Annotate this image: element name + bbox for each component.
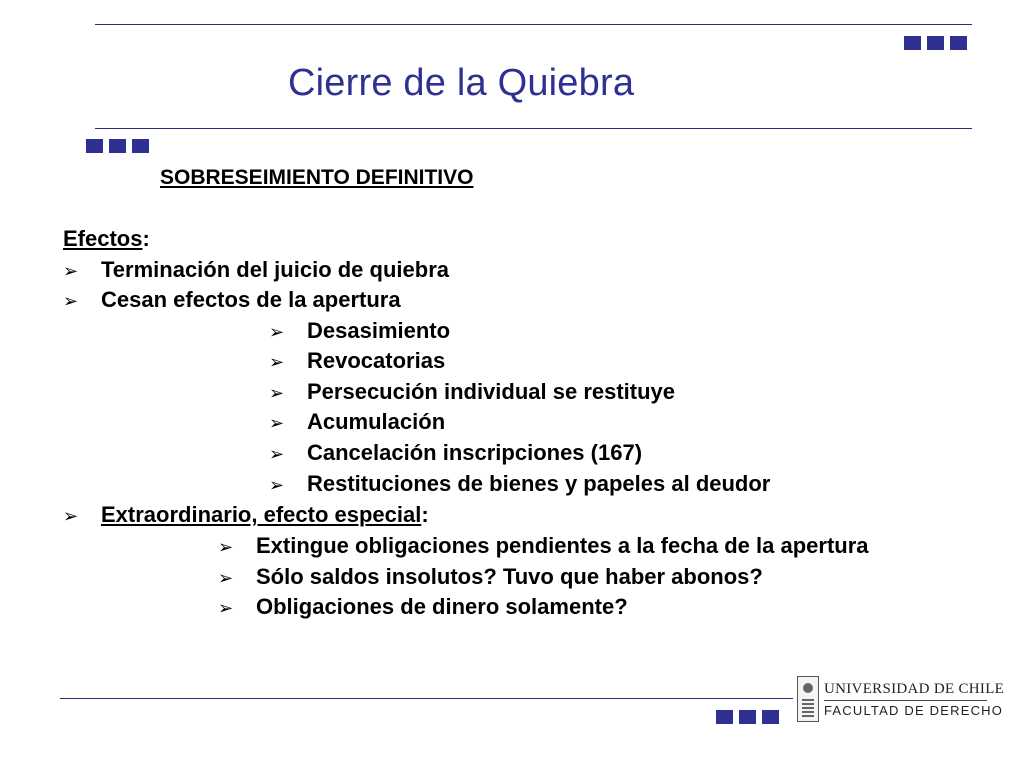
arrow-bullet-icon: ➢ — [218, 598, 234, 618]
sub-list-item-text: Desasimiento — [307, 318, 451, 343]
arrow-bullet-icon: ➢ — [269, 383, 285, 403]
sub-list-item-text: Sólo saldos insolutos? Tuvo que haber abonos? — [256, 564, 763, 589]
list-item-text: Cesan efectos de la apertura — [101, 287, 401, 312]
sub-list-item-text: Revocatorias — [307, 348, 446, 373]
logo-divider — [824, 700, 987, 701]
sub-list-item-text: Acumulación — [307, 409, 446, 434]
arrow-bullet-icon: ➢ — [269, 352, 285, 372]
efectos-colon: : — [142, 226, 150, 251]
arrow-bullet-icon: ➢ — [269, 475, 285, 495]
arrow-bullet-icon: ➢ — [269, 413, 285, 433]
list-item — [63, 502, 429, 529]
sub-list-item — [269, 409, 445, 436]
section-heading: SOBRESEIMIENTO DEFINITIVO — [160, 166, 474, 189]
arrow-bullet-icon: ➢ — [63, 291, 79, 311]
university-crest-icon — [797, 676, 819, 722]
sub-list-item — [269, 471, 770, 498]
list-item — [63, 257, 449, 284]
top-right-squares — [904, 36, 967, 50]
extraordinario-label: Extraordinario, efecto especial — [101, 502, 422, 527]
arrow-bullet-icon: ➢ — [63, 506, 79, 526]
sub-list-item-text: Obligaciones de dinero solamente? — [256, 594, 628, 619]
arrow-bullet-icon: ➢ — [63, 261, 79, 281]
left-squares — [86, 139, 149, 153]
title-underline-rule — [95, 128, 972, 129]
top-rule — [95, 24, 972, 25]
sub-list-item — [218, 533, 869, 560]
sub-list-item-text: Persecución individual se restituye — [307, 379, 676, 404]
sub-list-item-text: Restituciones de bienes y papeles al deudor — [307, 471, 771, 496]
list-item — [63, 287, 401, 314]
university-logo — [797, 676, 1005, 722]
extraordinario-colon: : — [421, 502, 429, 527]
bottom-rule — [60, 698, 793, 699]
bottom-right-squares — [716, 710, 779, 724]
arrow-bullet-icon: ➢ — [218, 537, 234, 557]
sub-list-item-text: Cancelación inscripciones (167) — [307, 440, 643, 465]
list-item-text: Terminación del juicio de quiebra — [101, 257, 449, 282]
sub-list-item — [269, 379, 675, 406]
sub-list-item — [269, 318, 450, 345]
efectos-heading — [63, 226, 150, 252]
faculty-name: FACULTAD DE DERECHO — [824, 703, 1004, 718]
sub-list-item — [218, 594, 628, 621]
arrow-bullet-icon: ➢ — [218, 568, 234, 588]
sub-list-item — [269, 440, 642, 467]
university-name: UNIVERSIDAD DE CHILE — [824, 681, 1005, 697]
slide-title: Cierre de la Quiebra — [288, 62, 635, 104]
arrow-bullet-icon: ➢ — [269, 444, 285, 464]
sub-list-item-text: Extingue obligaciones pendientes a la fecha de la apertura — [256, 533, 869, 558]
sub-list-item — [218, 564, 763, 591]
efectos-label: Efectos — [63, 226, 143, 251]
arrow-bullet-icon: ➢ — [269, 322, 285, 342]
sub-list-item — [269, 348, 445, 375]
